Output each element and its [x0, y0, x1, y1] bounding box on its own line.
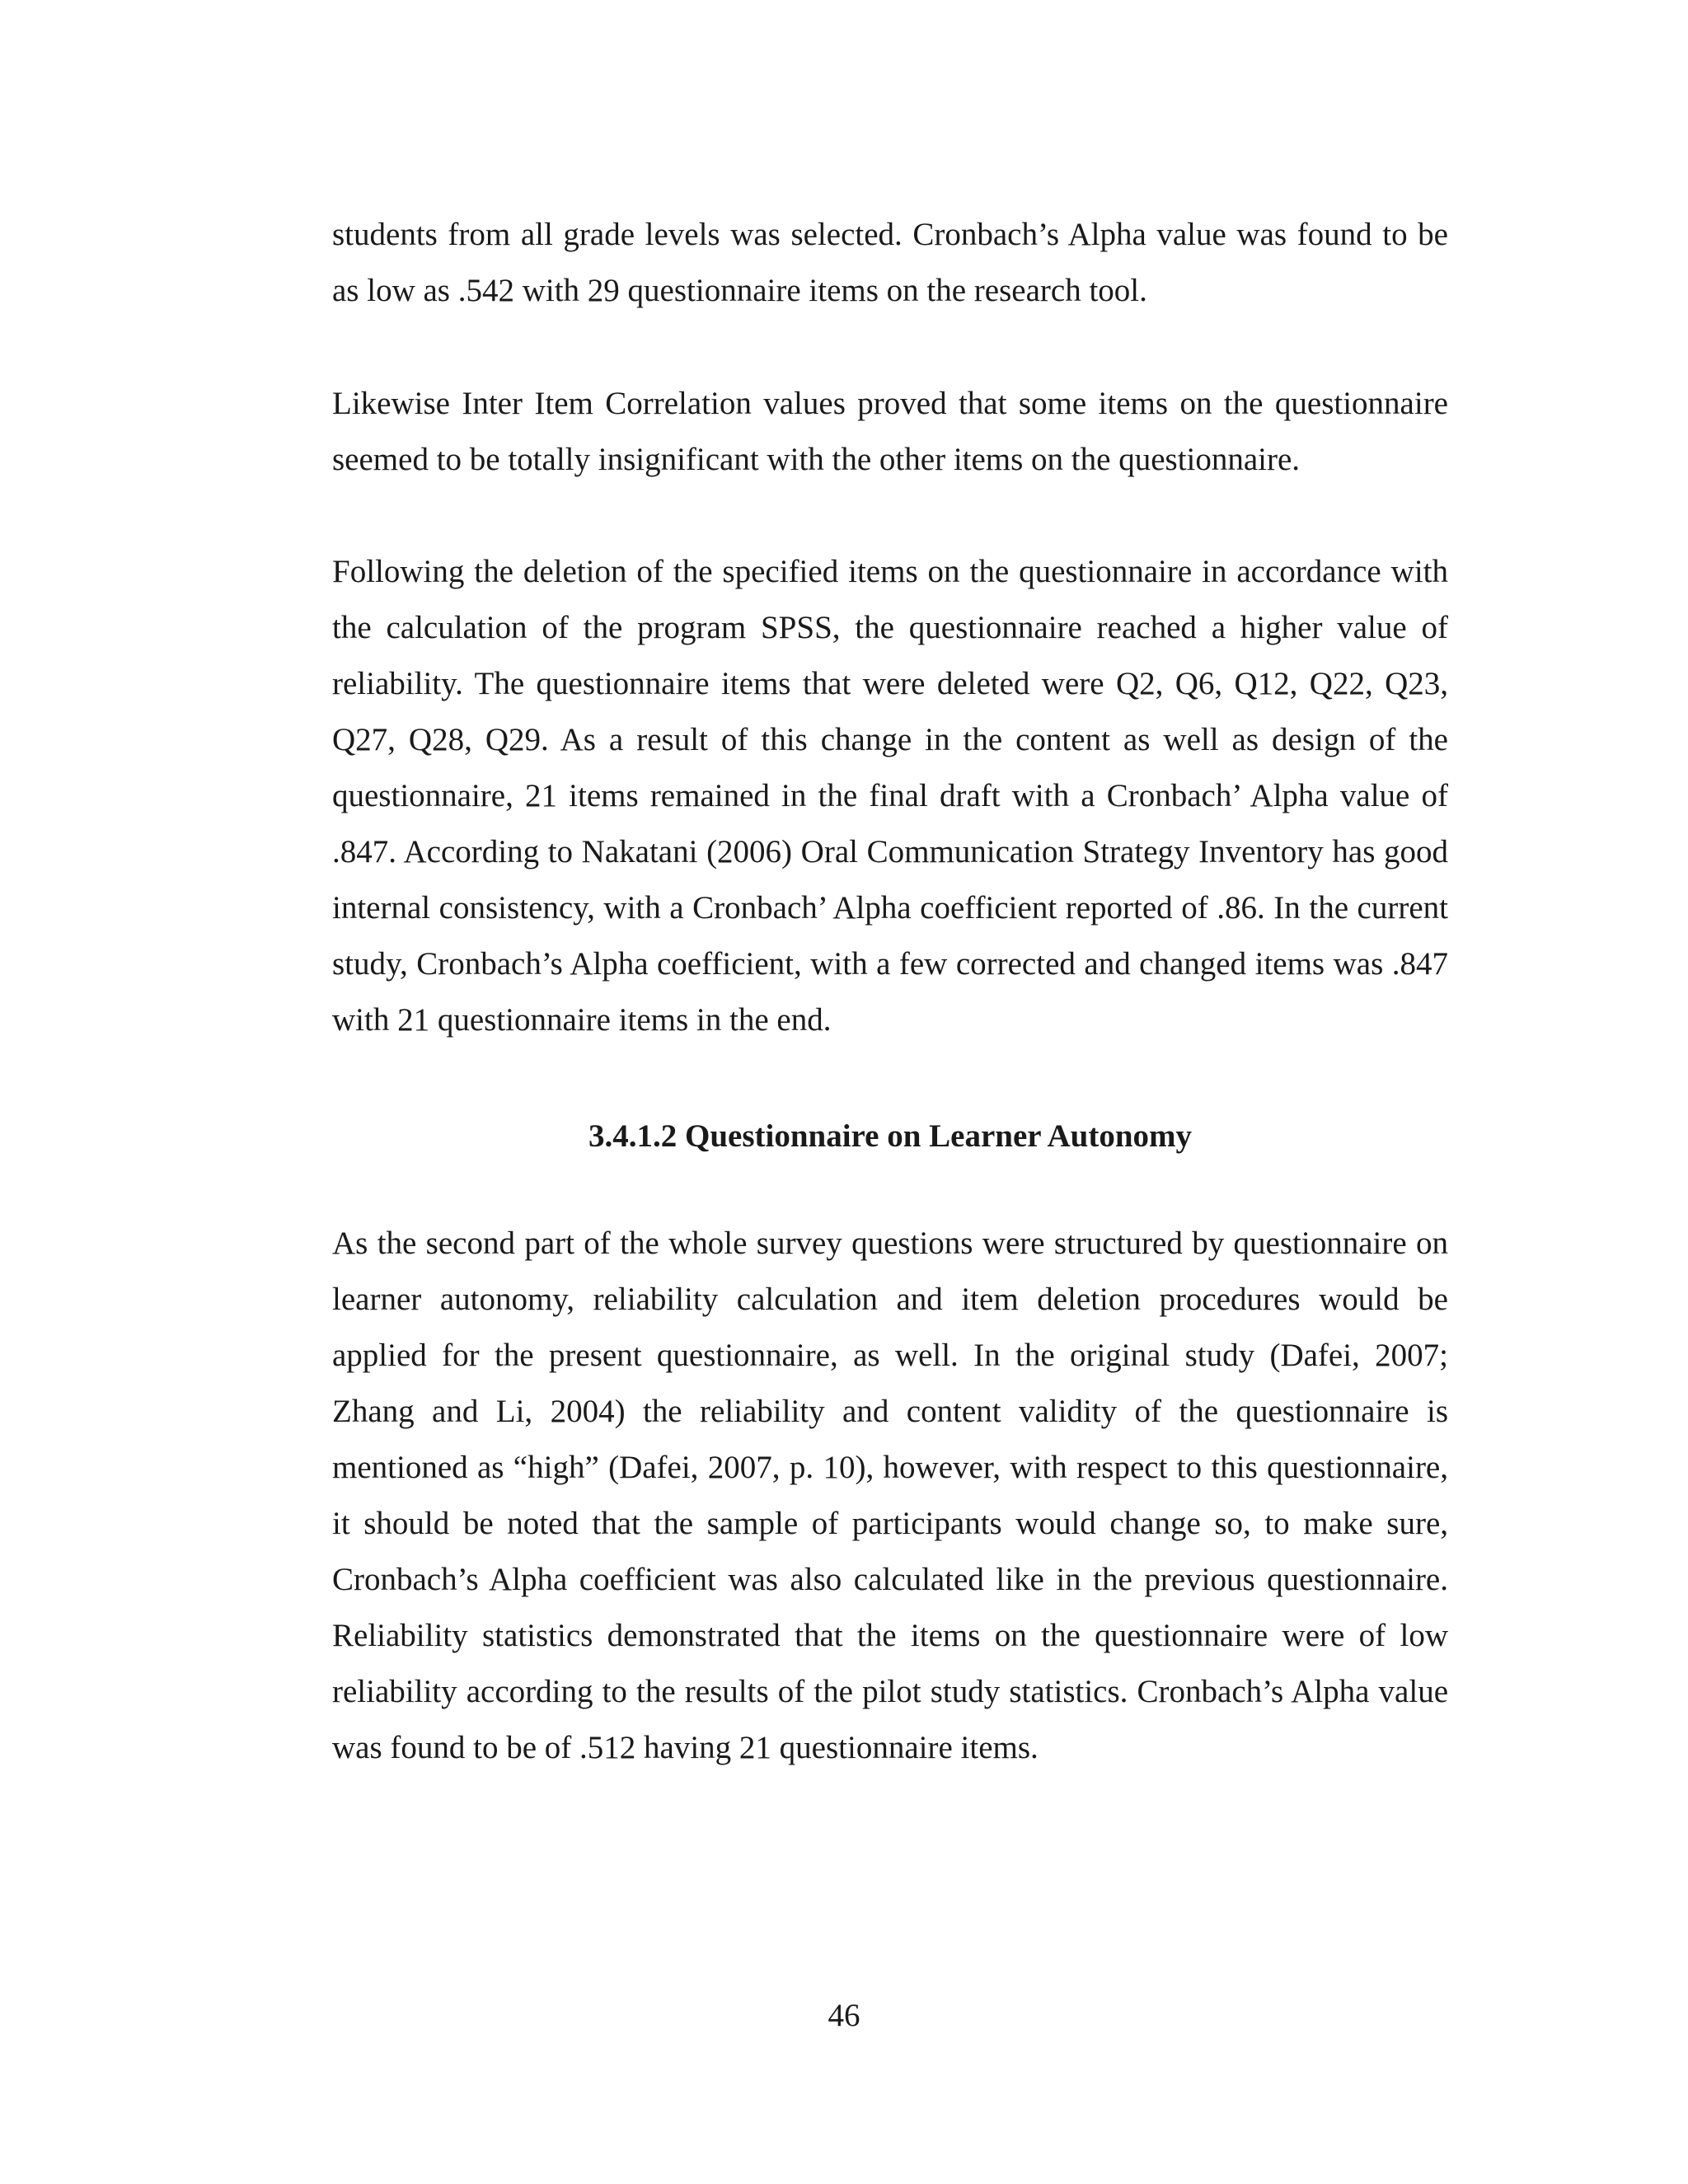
page-number: 46 [828, 1998, 860, 2033]
paragraph-inter-item-correlation: Likewise Inter Item Correlation values proved that some items on the questionnaire seemed to be totally insignificant with the other items on the questionnaire. [332, 386, 1448, 477]
paragraph-item-deletion: Following the deletion of the specified items on the questionnaire in accordance with the calculation of the program SPSS, the questionnaire reached a higher value of reliability. The questionnaire items that were deleted were Q2, Q6, Q12, Q22, Q23, Q27, Q28, Q29. As a result of this change in the content as well as design of the questionnaire, 21 items remained in the final draft with a Cronbach’ Alpha value of .847. According to Nakatani (2006) Oral Communication Strategy Inventory has good internal consistency, with a Cronbach’ Alpha coefficient reported of .86. In the current study, Cronbach’s Alpha coefficient, with a few corrected and changed items was .847 with 21 questionnaire items in the end. [332, 554, 1448, 1038]
paragraph-learner-autonomy: As the second part of the whole survey questions were structured by questionnaire on learner autonomy, reliability calculation and item deletion procedures would be applied for the present questionnaire, as well. In the original study (Dafei, 2007; Zhang and Li, 2004) the reliability and content validity of the questionnaire is mentioned as “high” (Dafei, 2007, p. 10), however, with respect to this questionnaire, it should be noted that the sample of participants would change so, to make sure, Cronbach’s Alpha coefficient was also calculated like in the previous questionnaire. Reliability statistics demonstrated that the items on the questionnaire were of low reliability according to the results of the pilot study statistics. Cronbach’s Alpha value was found to be of .512 having 21 questionnaire items. [332, 1226, 1448, 1765]
paragraph-cronbach-initial: students from all grade levels was selected. Cronbach’s Alpha value was found to be as low as .542 with 29 questionnaire items on the research tool. [332, 217, 1448, 308]
section-heading: 3.4.1.2 Questionnaire on Learner Autonomy [588, 1118, 1192, 1154]
